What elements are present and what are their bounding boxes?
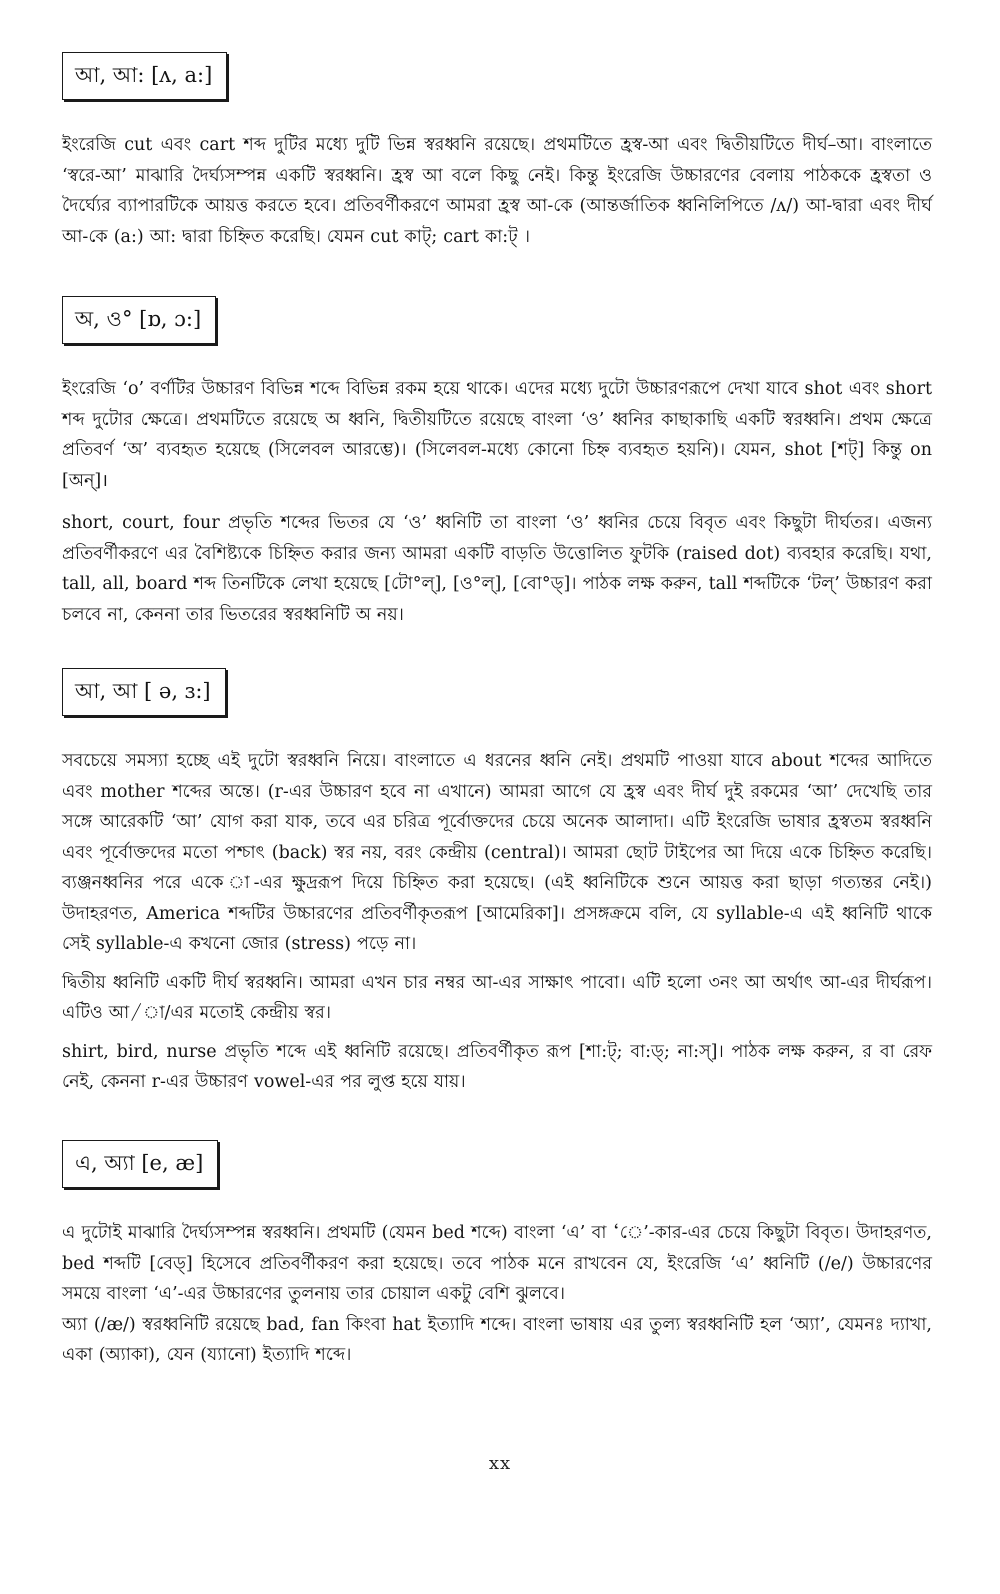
paragraph: অ্যা (/æ/) স্বরধ্বনিটি রয়েছে bad, fan কিংবা hat ইত্যাদি শব্দে। বাংলা ভাষায় এর তুল্য স্বরধ্বনিটি হল ‘অ্যা’, যেমনঃ দ্যাখা, একা (অ্যাকা), যেন (য্যানো) ইত্যাদি শব্দে। <box>62 1314 932 1365</box>
paragraph: সবচেয়ে সমস্যা হচ্ছে এই দুটো স্বরধ্বনি নিয়ে। বাংলাতে এ ধরনের ধ্বনি নেই। প্রথমটি পাওয়া যাবে about শব্দের আদিতে এবং mother শব্দের অন্তে। (r-এর উচ্চারণ হবে না এখানে) আমরা আগে যে হ্রস্ব এবং দীর্ঘ দুই রকমের ‘আ’ দেখেছি তার সঙ্গে আরেকটি ‘আ’ যোগ করা যাক, তবে এর চরিত্র পূর্বোক্তদের চেয়ে অনেক আলাদা। এটি ইংরেজি ভাষার হ্রস্বতম স্বরধ্বনি এবং পূর্বোক্তদের মতো পশ্চাৎ (back) স্বর নয়, বরং কেন্দ্রীয় (central)। আমরা ছোট টাইপের আ দিয়ে একে চিহ্নিত করেছি। ব্যঞ্জনধ্বনির পরে একে া-এর ক্ষুদ্ররূপ দিয়ে চিহ্নিত করা হয়েছে। (এই ধ্বনিটিকে শুনে আয়ত্ত করা ছাড়া গত্যন্তর নেই।) উদাহরণত, America শব্দটির উচ্চারণের প্রতিবর্ণীকৃতরূপ [আমেরিকা]। প্রসঙ্গক্রমে বলি, যে syllable-এ এই ধ্বনিটি থাকে সেই syllable-এ কখনো জোর (stress) পড়ে না। <box>62 751 932 954</box>
section-heading: এ, অ্যা [e, æ] <box>62 1140 218 1188</box>
paragraph: এ দুটোই মাঝারি দৈর্ঘ্যসম্পন্ন স্বরধ্বনি। প্রথমটি (যেমন bed শব্দে) বাংলা ‘এ’ বা ‘ে’-কার-এর চেয়ে কিছুটা বিবৃত। উদাহরণত, bed শব্দটি [বেড্] হিসেবে প্রতিবর্ণীকরণ করা হয়েছে। তবে পাঠক মনে রাখবেন যে, ইংরেজি ‘এ’ ধ্বনিটি (/e/) উচ্চারণের সময়ে বাংলা ‘এ’-এর উচ্চারণের তুলনায় তার চোয়াল একটু বেশি ঝুলবে। <box>62 1223 932 1304</box>
paragraph: ইংরেজি ‘o’ বর্ণটির উচ্চারণ বিভিন্ন শব্দে বিভিন্ন রকম হয়ে থাকে। এদের মধ্যে দুটো উচ্চারণরূপে দেখা যাবে shot এবং short শব্দ দুটোর ক্ষেত্রে। প্রথমটিতে রয়েছে অ ধ্বনি, দ্বিতীয়টিতে রয়েছে বাংলা ‘ও’ ধ্বনির কাছাকাছি একটি স্বরধ্বনি। প্রথম ক্ষেত্রে প্রতিবর্ণ ‘অ’ ব্যবহৃত হয়েছে (সিলেবল আরম্ভে)। (সিলেবল-মধ্যে কোনো চিহ্ন ব্যবহৃত হয়নি)। যেমন, shot [শট্] কিন্তু on [অন্]। <box>62 379 932 491</box>
page-number: xx <box>488 1453 512 1474</box>
section-schwa <box>62 668 932 1140</box>
section-o-aw <box>62 296 932 668</box>
paragraph: ইংরেজি cut এবং cart শব্দ দুটির মধ্যে দুটি ভিন্ন স্বরধ্বনি রয়েছে। প্রথমটিতে হ্রস্ব-আ এবং দ্বিতীয়টিতে দীর্ঘ–আ। বাংলাতে ‘স্বরে-আ’ মাঝারি দৈর্ঘ্যসম্পন্ন একটি স্বরধ্বনি। হ্রস্ব আ বলে কিছু নেই। কিন্তু ইংরেজি উচ্চারণের বেলায় পাঠককে হ্রস্বতা ও দৈর্ঘ্যের ব্যাপারটিকে আয়ত্ত করতে হবে। প্রতিবর্ণীকরণে আমরা হ্রস্ব আ-কে (আন্তর্জাতিক ধ্বনিলিপিতে /ʌ/) আ-দ্বারা এবং দীর্ঘ আ-কে (a:) আ: দ্বারা চিহ্নিত করেছি। যেমন cut কাট্; cart কা:ট্ । <box>62 135 932 247</box>
paragraph: দ্বিতীয় ধ্বনিটি একটি দীর্ঘ স্বরধ্বনি। আমরা এখন চার নম্বর আ-এর সাক্ষাৎ পাবো। এটি হলো ৩নং আ অর্থাৎ আ-এর দীর্ঘরূপ। এটিও আ/া/এর মতোই কেন্দ্রীয় স্বর। <box>62 972 932 1023</box>
section-e-ae <box>62 1140 932 1371</box>
section-a-aa <box>62 52 932 296</box>
paragraph: short, court, four প্রভৃতি শব্দের ভিতর যে ‘ও’ ধ্বনিটি তা বাংলা ‘ও’ ধ্বনির চেয়ে বিবৃত এবং কিছুটা দীর্ঘতর। এজন্য প্রতিবর্ণীকরণে এর বৈশিষ্ট্যকে চিহ্নিত করার জন্য আমরা একটি বাড়তি উত্তোলিত ফুটকি (raised dot) ব্যবহার করেছি। যথা, tall, all, board শব্দ তিনটিকে লেখা হয়েছে [টো°ল্], [ও°ল্], [বো°ড্]। পাঠক লক্ষ করুন, tall শব্দটিকে ‘টল্’ উচ্চারণ করা চলবে না, কেননা তার ভিতরের স্বরধ্বনিটি অ নয়। <box>62 513 932 625</box>
section-heading: আ, আ: [ʌ, a:] <box>62 52 227 100</box>
section-heading: আ, আ [ ə, ɜ:] <box>62 668 226 716</box>
paragraph: shirt, bird, nurse প্রভৃতি শব্দে এই ধ্বনিটি রয়েছে। প্রতিবর্ণীকৃত রূপ [শা:ট্; বা:ড্; না:স্]। পাঠক লক্ষ করুন, র বা রেফ নেই, কেননা r-এর উচ্চারণ vowel-এর পর লুপ্ত হয়ে যায়। <box>62 1041 932 1092</box>
page-content <box>62 52 932 1371</box>
section-heading: অ, ও° [ɒ, ɔ:] <box>62 296 216 344</box>
